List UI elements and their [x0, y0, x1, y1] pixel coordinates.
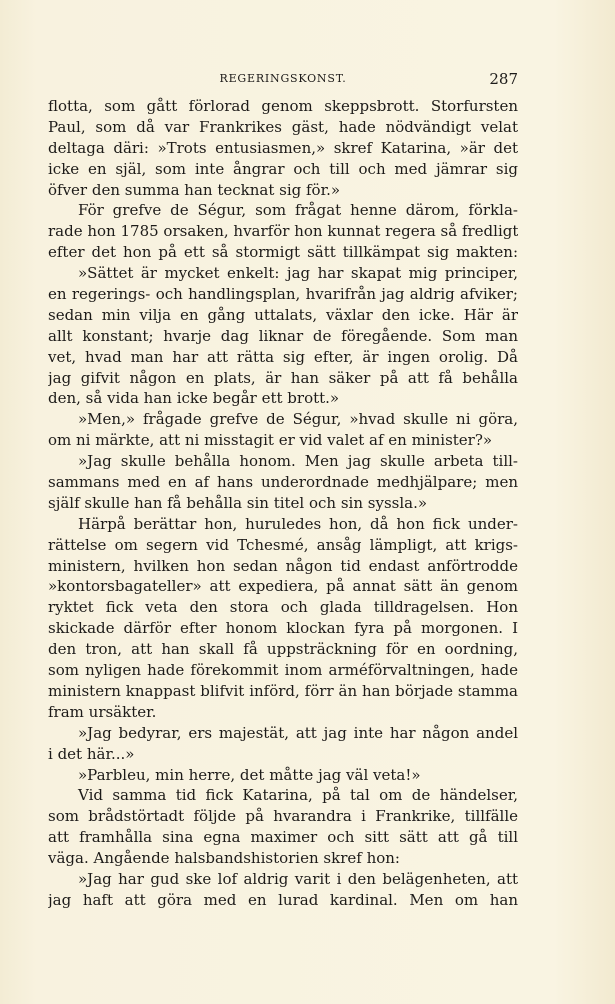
text-line: en regerings- och handlingsplan, hvarifrån jag aldrig afviker;	[48, 285, 518, 304]
text-line: sammans med en af hans underordnade medhjälpare; men	[48, 473, 518, 492]
text-line: deltaga däri: »Trots entusiasmen,» skref Katarina, »är det	[48, 138, 518, 157]
text-line: icke en själ, som inte ångrar och till och med jämrar sig	[48, 159, 518, 178]
text-line: »Jag har gud ske lof aldrig varit i den belägenheten, att	[78, 869, 518, 888]
text-line: fram ursäkter.	[48, 702, 157, 721]
text-line: rättelse om segern vid Tchesmé, ansåg lämpligt, att krigs-	[48, 535, 518, 554]
text-line: ryktet fick veta den stora och glada tilldragelsen. Hon	[48, 598, 518, 617]
text-line: att framhålla sina egna maximer och sitt sätt att gå till	[48, 828, 518, 847]
text-line: i det här...»	[48, 744, 135, 763]
text-line: »Parbleu, min herre, det måtte jag väl veta!»	[78, 765, 421, 784]
text-line: jag haft att göra med en lurad kardinal. Men om han	[48, 890, 518, 909]
text-line: »Jag skulle behålla honom. Men jag skulle arbeta till-	[78, 452, 518, 471]
page-number: 287	[489, 70, 518, 88]
text-line: om ni märkte, att ni misstagit er vid valet af en minister?»	[48, 431, 493, 450]
text-line: som brådstörtadt följde på hvarandra i Frankrike, tillfälle	[48, 807, 518, 826]
text-line: själf skulle han få behålla sin titel och sin syssla.»	[48, 493, 428, 512]
text-line: sedan min vilja en gång uttalats, växlar den icke. Här är	[48, 305, 518, 324]
text-line: »Sättet är mycket enkelt: jag har skapat mig principer,	[78, 264, 518, 283]
page-header	[48, 70, 518, 90]
text-line: vet, hvad man har att rätta sig efter, är ingen orolig. Då	[48, 347, 518, 366]
text-line: »Men,» frågade grefve de Ségur, »hvad skulle ni göra,	[78, 410, 518, 429]
text-line: Vid samma tid fick Katarina, på tal om de händelser,	[78, 786, 518, 805]
text-line: ministern knappast blifvit införd, förr än han började stamma	[48, 681, 518, 700]
text-line: som nyligen hade förekommit inom arméförvaltningen, hade	[48, 661, 518, 680]
running-head: REGERINGSKONST.	[219, 72, 347, 85]
text-line: skickade därför efter honom klockan fyra på morgonen. I	[48, 619, 518, 638]
text-line: jag gifvit någon en plats, är han säker på att få behålla	[48, 368, 518, 387]
text-line: den tron, att han skall få uppsträckning för en oordning,	[48, 640, 518, 659]
text-line: »Jag bedyrar, ers majestät, att jag inte har någon andel	[78, 723, 518, 742]
text-line: »kontorsbagateller» att expediera, på annat sätt än genom	[48, 577, 518, 596]
text-line: ministern, hvilken hon sedan någon tid endast anförtrodde	[48, 556, 518, 575]
text-line: Paul, som då var Frankrikes gäst, hade nödvändigt velat	[48, 117, 518, 136]
text-line: allt konstant; hvarje dag liknar de föregående. Som man	[48, 326, 518, 345]
text-line: väga. Angående halsbandshistorien skref hon:	[48, 849, 400, 868]
text-line: öfver den summa han tecknat sig för.»	[48, 180, 341, 199]
text-line: rade hon 1785 orsaken, hvarför hon kunnat regera så fredligt	[48, 222, 518, 241]
text-line: Härpå berättar hon, huruledes hon, då hon fick under-	[78, 514, 518, 533]
text-line: den, så vida han icke begår ett brott.»	[48, 389, 340, 408]
text-line: efter det hon på ett så stormigt sätt tillkämpat sig makten:	[48, 243, 518, 262]
body-text	[48, 96, 518, 911]
text-line: För grefve de Ségur, som frågat henne därom, förkla-	[78, 201, 518, 220]
text-line: flotta, som gått förlorad genom skeppsbrott. Storfursten	[48, 97, 518, 115]
